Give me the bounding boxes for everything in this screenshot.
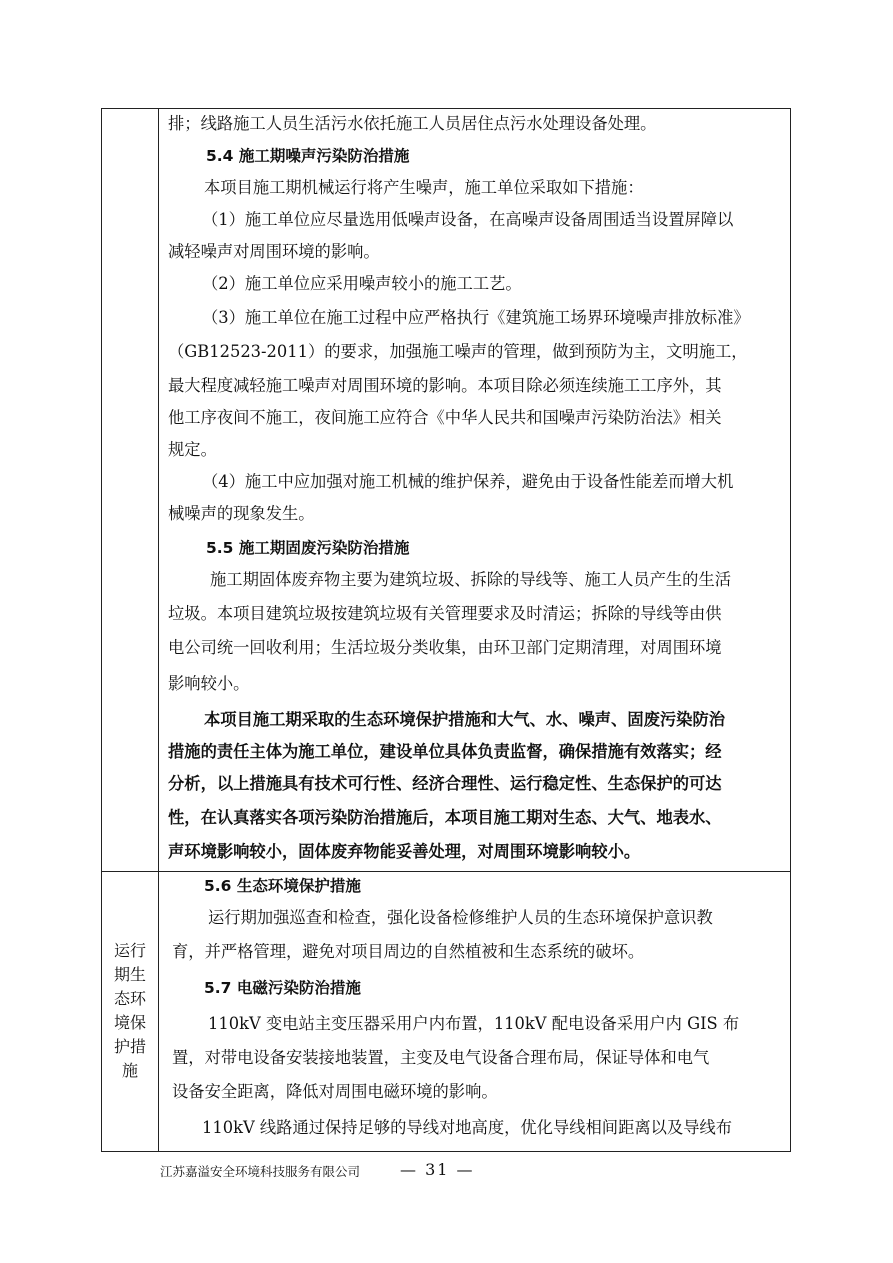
text-line: 110kV 变电站主变压器采用户内布置，110kV 配电设备采用户内 GIS 布 — [208, 1014, 740, 1033]
section-heading: 5.6 生态环境保护措施 — [204, 877, 361, 895]
text-line: 规定。 — [168, 440, 217, 459]
text-line: （4）施工中应加强对施工机械的维护保养，避免由于设备性能差而增大机 — [202, 472, 734, 491]
text-line: 械噪声的现象发生。 — [168, 504, 315, 523]
text-line: 施工期固体废弃物主要为建筑垃圾、拆除的导线等、施工人员产生的生活 — [210, 570, 732, 589]
content-table — [101, 108, 791, 1152]
text-line: 本项目施工期机械运行将产生噪声，施工单位采取如下措施： — [204, 178, 644, 197]
section-heading: 5.4 施工期噪声污染防治措施 — [206, 147, 410, 165]
text-line: （GB12523-2011）的要求，加强施工噪声的管理，做到预防为主，文明施工， — [168, 342, 748, 361]
text-line: 影响较小。 — [168, 674, 250, 693]
text-line: 110kV 线路通过保持足够的导线对地高度，优化导线相间距离以及导线布 — [202, 1118, 733, 1137]
page-number: — 31 — — [400, 1160, 475, 1179]
text-line: （1）施工单位应尽量选用低噪声设备，在高噪声设备周围适当设置屏障以 — [202, 210, 734, 229]
text-line: 最大程度减轻施工噪声对周围环境的影响。本项目除必须连续施工工序外，其 — [168, 376, 722, 395]
text-line: 垃圾。本项目建筑垃圾按建筑垃圾有关管理要求及时清运；拆除的导线等由供 — [168, 604, 722, 623]
text-line: 他工序夜间不施工，夜间施工应符合《中华人民共和国噪声污染防治法》相关 — [168, 408, 722, 427]
row-divider — [102, 871, 158, 872]
row-label-line: 护措 — [113, 1037, 146, 1056]
section-heading: 5.7 电磁污染防治措施 — [204, 979, 361, 997]
section-heading: 5.5 施工期固废污染防治措施 — [206, 539, 410, 557]
summary-line: 分析，以上措施具有技术可行性、经济合理性、运行稳定性、生态保护的可达 — [168, 774, 722, 793]
summary-line: 性，在认真落实各项污染防治措施后，本项目施工期对生态、大气、地表水、 — [168, 808, 722, 827]
row-label-line: 境保 — [113, 1013, 146, 1032]
row-label-operation-phase — [102, 939, 158, 1083]
row-label-line: 态环 — [113, 989, 146, 1008]
text-line: 电公司统一回收利用；生活垃圾分类收集，由环卫部门定期清理，对周围环境 — [168, 638, 722, 657]
text-line: 排；线路施工人员生活污水依托施工人员居住点污水处理设备处理。 — [168, 114, 657, 133]
text-line: 置，对带电设备安装接地装置，主变及电气设备合理布局，保证导体和电气 — [172, 1048, 710, 1067]
summary-line: 措施的责任主体为施工单位，建设单位具体负责监督，确保措施有效落实；经 — [168, 742, 722, 761]
text-line: （2）施工单位应采用噪声较小的施工工艺。 — [202, 274, 522, 293]
summary-line: 本项目施工期采取的生态环境保护措施和大气、水、噪声、固废污染防治 — [204, 710, 726, 729]
column-divider — [158, 109, 159, 1151]
text-line: 设备安全距离，降低对周围电磁环境的影响。 — [172, 1082, 498, 1101]
summary-line: 声环境影响较小，固体废弃物能妥善处理，对周围环境影响较小。 — [168, 842, 641, 861]
text-line: （3）施工单位在施工过程中应严格执行《建筑施工场界环境噪声排放标准》 — [202, 308, 750, 327]
text-line: 运行期加强巡查和检查，强化设备检修维护人员的生态环境保护意识教 — [208, 908, 713, 927]
row-label-line: 期生 — [113, 965, 146, 984]
text-line: 减轻噪声对周围环境的影响。 — [168, 242, 380, 261]
footer-company: 江苏嘉溢安全环境科技服务有限公司 — [160, 1164, 361, 1179]
row-label-line: 运行 — [113, 941, 146, 960]
row-label-line: 施 — [121, 1061, 138, 1080]
text-line: 育，并严格管理，避免对项目周边的自然植被和生态系统的破坏。 — [172, 942, 645, 961]
